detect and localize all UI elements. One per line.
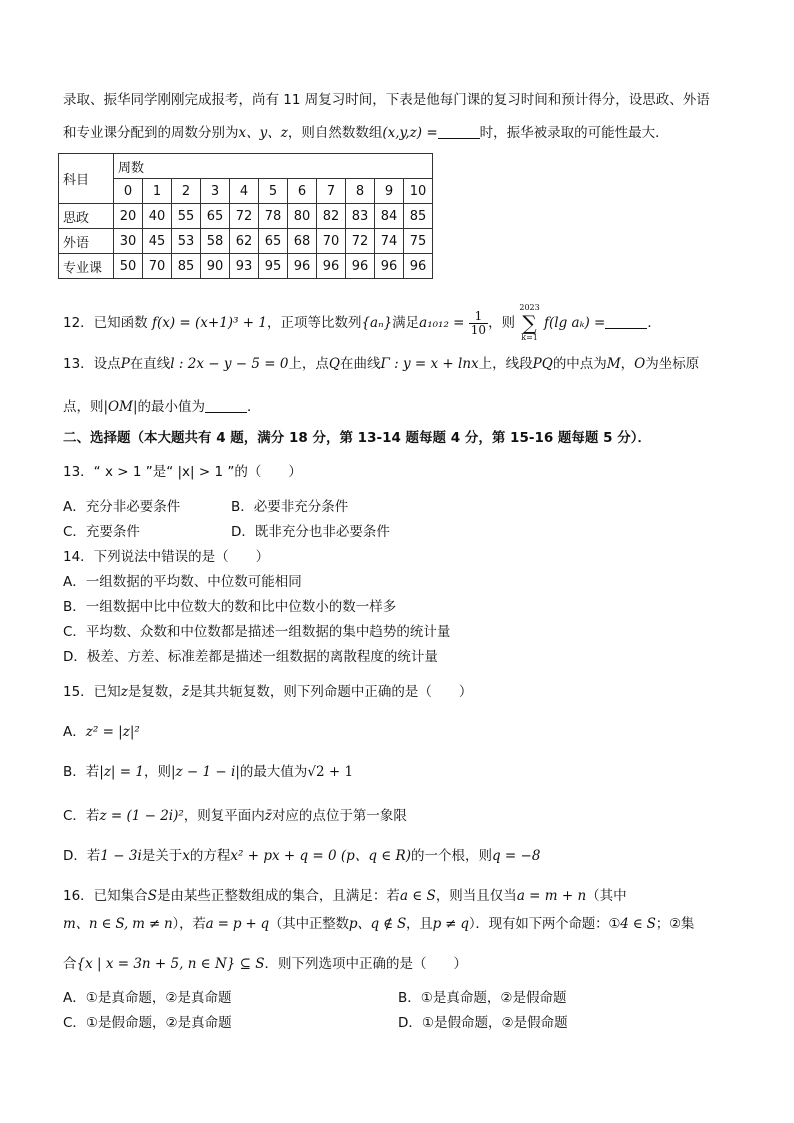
q15-option-c[interactable] [63, 806, 407, 826]
q15-c-zbar: z̄ [264, 808, 272, 824]
table-score-cell: 80 [288, 204, 317, 229]
q12-fraction [469, 310, 488, 337]
table-score-cell: 96 [404, 254, 433, 279]
point-q: Q [328, 356, 340, 372]
q15-option-b[interactable] [63, 762, 353, 782]
q11-text-2b: ，则自然数数组 [287, 125, 383, 141]
q12-end: ． [647, 315, 661, 331]
q14-option-d[interactable]: D．极差、方差、标准差都是描述一组数据的离散程度的统计量 [63, 649, 438, 665]
q16-option-d[interactable]: D．①是假命题，②是假命题 [398, 1015, 568, 1031]
q15-d-text: 是关于 [141, 848, 183, 864]
q16-option-b[interactable]: B．①是真命题，②是假命题 [398, 990, 567, 1006]
table-score-cell: 72 [346, 229, 375, 254]
q13a-text: 的中点为 [552, 356, 607, 372]
fraction-numerator: 1 [469, 310, 488, 324]
q16-text: ）．现有如下两个命题：① [468, 916, 621, 932]
q15-d-text: 的一个根，则 [410, 848, 492, 864]
q12-text-c: 满足 [392, 315, 420, 331]
table-row-subject: 外语 [59, 229, 114, 254]
set-s: S [147, 888, 157, 904]
q16-text: ，则当且仅当 [435, 888, 517, 904]
q12-text-b: ，正项等比数列 [266, 315, 362, 331]
q12-answer-blank[interactable] [605, 314, 647, 329]
table-score-cell: 82 [317, 204, 346, 229]
q16-line1 [63, 886, 627, 906]
table-score-cell: 45 [143, 229, 172, 254]
q12-line [63, 303, 661, 343]
q16-text: （其中 [586, 888, 627, 904]
table-row [59, 254, 433, 279]
q16-cond: m、n ∈ S, m ≠ n [63, 916, 173, 932]
q16-set-expression: {x | x = 3n + 5, n ∈ N} ⊆ S [76, 956, 265, 972]
q11-tuple: (x,y,z) = [382, 125, 438, 141]
q16-option-a[interactable]: A．①是真命题，②是真命题 [63, 990, 232, 1006]
q15-d-root: 1 − 3i [100, 848, 142, 864]
q13a-text: 13．设点 [63, 356, 121, 372]
table-score-cell: 53 [172, 229, 201, 254]
q16-text: ．则下列选项中正确的是（ ） [264, 956, 468, 972]
table-score-cell: 74 [375, 229, 404, 254]
table-header-row [59, 154, 433, 179]
table-score-cell: 68 [288, 229, 317, 254]
q16-cond: p、q ∉ S [348, 916, 407, 932]
q15-text: 15．已知 [63, 684, 121, 700]
q13a-text: 为坐标原 [645, 356, 700, 372]
q12-sum-expression: f(lg aₖ) = [544, 315, 606, 331]
table-score-cell: 55 [172, 204, 201, 229]
q13a-line2 [63, 397, 261, 417]
table-score-cell: 83 [346, 204, 375, 229]
q16-text: ），若 [172, 916, 206, 932]
q13a-text: 上，点 [288, 356, 329, 372]
segment-pq: PQ [532, 356, 553, 372]
table-score-cell: 85 [172, 254, 201, 279]
q16-cond: a = p + q [205, 916, 269, 932]
q12-condition: a₁₀₁₂ = [419, 315, 465, 331]
table-score-cell: 90 [201, 254, 230, 279]
table-row-subject: 专业课 [59, 254, 114, 279]
q15-b-text: ，则 [143, 764, 171, 780]
table-score-cell: 65 [201, 204, 230, 229]
q13a-text: 上，线段 [478, 356, 533, 372]
table-week-cell: 8 [346, 179, 375, 204]
q11-answer-blank[interactable] [438, 124, 480, 139]
q15-option-d[interactable] [63, 846, 540, 866]
q13-option-d[interactable]: D．既非充分也非必要条件 [231, 524, 390, 540]
q13a-text: 点，则 [63, 399, 104, 415]
q16-text: （其中正整数 [269, 916, 349, 932]
q16-line2 [63, 914, 694, 934]
table-week-cell: 0 [114, 179, 143, 204]
table-score-cell: 75 [404, 229, 433, 254]
q15-c-label: C．若 [63, 808, 100, 824]
q15-stem [63, 682, 472, 702]
q13a-text: ， [620, 356, 635, 372]
summation-icon [519, 303, 539, 343]
q16-text: 是由某些正整数组成的集合，且满足：若 [156, 888, 400, 904]
q15-b-text: 的最大值为 [239, 764, 308, 780]
table-score-cell: 95 [259, 254, 288, 279]
q15-b-value: √2 + 1 [307, 764, 354, 780]
q15-b-expr2: |z − 1 − i| [170, 764, 240, 780]
table-week-cell: 4 [230, 179, 259, 204]
q16-cond: p ≠ q [432, 916, 469, 932]
q16-text: ，且 [406, 916, 433, 932]
fraction-denominator: 10 [470, 322, 487, 337]
table-score-cell: 40 [143, 204, 172, 229]
q15-d-value: q = −8 [491, 848, 541, 864]
curve-gamma: Γ : y = x + lnx [380, 356, 479, 372]
q13-stem: 13．“ x > 1 ”是“ |x| > 1 ”的（ ） [63, 464, 302, 480]
table-score-cell: 30 [114, 229, 143, 254]
table-score-cell: 85 [404, 204, 433, 229]
q15-option-a[interactable] [63, 722, 140, 742]
section-2-title: 二、选择题（本大题共有 4 题，满分 18 分，第 13-14 题每题 4 分，第 15-16 题每题 5 分）． [63, 430, 651, 446]
q13-option-a[interactable]: A．充分非必要条件 [63, 499, 181, 515]
table-score-cell: 65 [259, 229, 288, 254]
q12-sequence: {aₙ} [361, 315, 393, 331]
q12-function: f(x) = (x+1)³ + 1 [151, 315, 267, 331]
q16-cond: 4 ∈ S [620, 916, 656, 932]
table-week-cell: 9 [375, 179, 404, 204]
table-score-cell: 58 [201, 229, 230, 254]
q15-c-expr: z = (1 − 2i)² [99, 808, 184, 824]
q14-option-c[interactable]: C．平均数、众数和中位数都是描述一组数据的集中趋势的统计量 [63, 624, 451, 640]
q15-b-label: B．若 [63, 764, 100, 780]
q11-text-2a: 和专业课分配到的周数分别为 [63, 125, 239, 141]
q13a-text: ． [247, 399, 261, 415]
q13a-text: 的最小值为 [137, 399, 205, 415]
point-m: M [606, 356, 621, 372]
q15-d-var-x: x [182, 848, 190, 864]
q14-option-a[interactable]: A．一组数据的平均数、中位数可能相同 [63, 574, 302, 590]
table-score-cell: 20 [114, 204, 143, 229]
table-score-cell: 62 [230, 229, 259, 254]
point-p: P [120, 356, 130, 372]
q11-line2 [63, 123, 669, 143]
q11-text-2c: 时，振华被录取的可能性最大． [479, 125, 669, 141]
q15-d-text: 的方程 [189, 848, 231, 864]
var-z-conjugate: z̄ [181, 684, 189, 700]
review-score-table [58, 153, 433, 279]
table-score-cell: 50 [114, 254, 143, 279]
q15-text: 是复数， [127, 684, 182, 700]
table-score-cell: 96 [288, 254, 317, 279]
q15-c-text: 对应的点位于第一象限 [271, 808, 407, 824]
q13a-line1 [63, 354, 699, 374]
q15-text: 是其共轭复数，则下列命题中正确的是（ ） [188, 684, 473, 700]
table-score-cell: 70 [317, 229, 346, 254]
q13a-answer-blank[interactable] [205, 398, 247, 413]
table-weeks-row [59, 179, 433, 204]
q11-vars: x、y、z [238, 125, 288, 141]
table-row [59, 229, 433, 254]
point-o: O [634, 356, 646, 372]
q12-text-a: 12．已知函数 [63, 315, 148, 331]
q16-line3 [63, 954, 467, 974]
q16-cond: a ∈ S [399, 888, 436, 904]
sum-lower: k=1 [521, 333, 538, 342]
table-score-cell: 78 [259, 204, 288, 229]
q13a-text: 在曲线 [340, 356, 381, 372]
table-row [59, 204, 433, 229]
q15-b-expr1: |z| = 1 [99, 764, 144, 780]
table-week-cell: 6 [288, 179, 317, 204]
q11-line1 [63, 90, 710, 110]
table-score-cell: 70 [143, 254, 172, 279]
table-score-cell: 96 [375, 254, 404, 279]
q16-cond: a = m + n [516, 888, 587, 904]
q13-option-c[interactable]: C．充要条件 [63, 524, 140, 540]
table-week-cell: 3 [201, 179, 230, 204]
q15-a-label: A． [63, 724, 86, 740]
q16-text: 合 [63, 956, 77, 972]
q16-text: ；②集 [655, 916, 695, 932]
table-week-cell: 1 [143, 179, 172, 204]
table-score-cell: 72 [230, 204, 259, 229]
q15-d-equation: x² + px + q = 0 (p、q ∈ R) [230, 848, 411, 864]
line-l: l : 2x − y − 5 = 0 [170, 356, 289, 372]
q16-option-c[interactable]: C．①是假命题，②是真命题 [63, 1015, 232, 1031]
q15-c-text: ，则复平面内 [183, 808, 265, 824]
q15-a-expr: z² = |z|² [85, 724, 140, 740]
q16-text: 16．已知集合 [63, 888, 148, 904]
table-score-cell: 96 [317, 254, 346, 279]
table-score-cell: 93 [230, 254, 259, 279]
table-week-header: 周数 [114, 154, 433, 179]
vector-om-magnitude: |OM| [103, 399, 138, 415]
q11-text-1: 录取、振华同学刚刚完成报考，尚有 11 周复习时间，下表是他每门课的复习时间和预计得分，设思政、外语 [63, 92, 710, 108]
table-score-cell: 84 [375, 204, 404, 229]
table-week-cell: 10 [404, 179, 433, 204]
table-week-cell: 7 [317, 179, 346, 204]
q12-text-d: ，则 [488, 315, 516, 331]
var-z: z [120, 684, 128, 700]
table-row-subject: 思政 [59, 204, 114, 229]
table-subject-header: 科目 [59, 154, 114, 204]
table-week-cell: 5 [259, 179, 288, 204]
q14-stem: 14．下列说法中错误的是（ ） [63, 549, 270, 565]
q14-option-b[interactable]: B．一组数据中比中位数大的数和比中位数小的数一样多 [63, 599, 397, 615]
q13a-text: 在直线 [129, 356, 171, 372]
table-week-cell: 2 [172, 179, 201, 204]
sum-upper: 2023 [519, 303, 540, 312]
q13-option-b[interactable]: B．必要非充分条件 [231, 499, 349, 515]
q15-d-label: D．若 [63, 848, 101, 864]
sigma-symbol: ∑ [522, 311, 537, 335]
table-score-cell: 96 [346, 254, 375, 279]
